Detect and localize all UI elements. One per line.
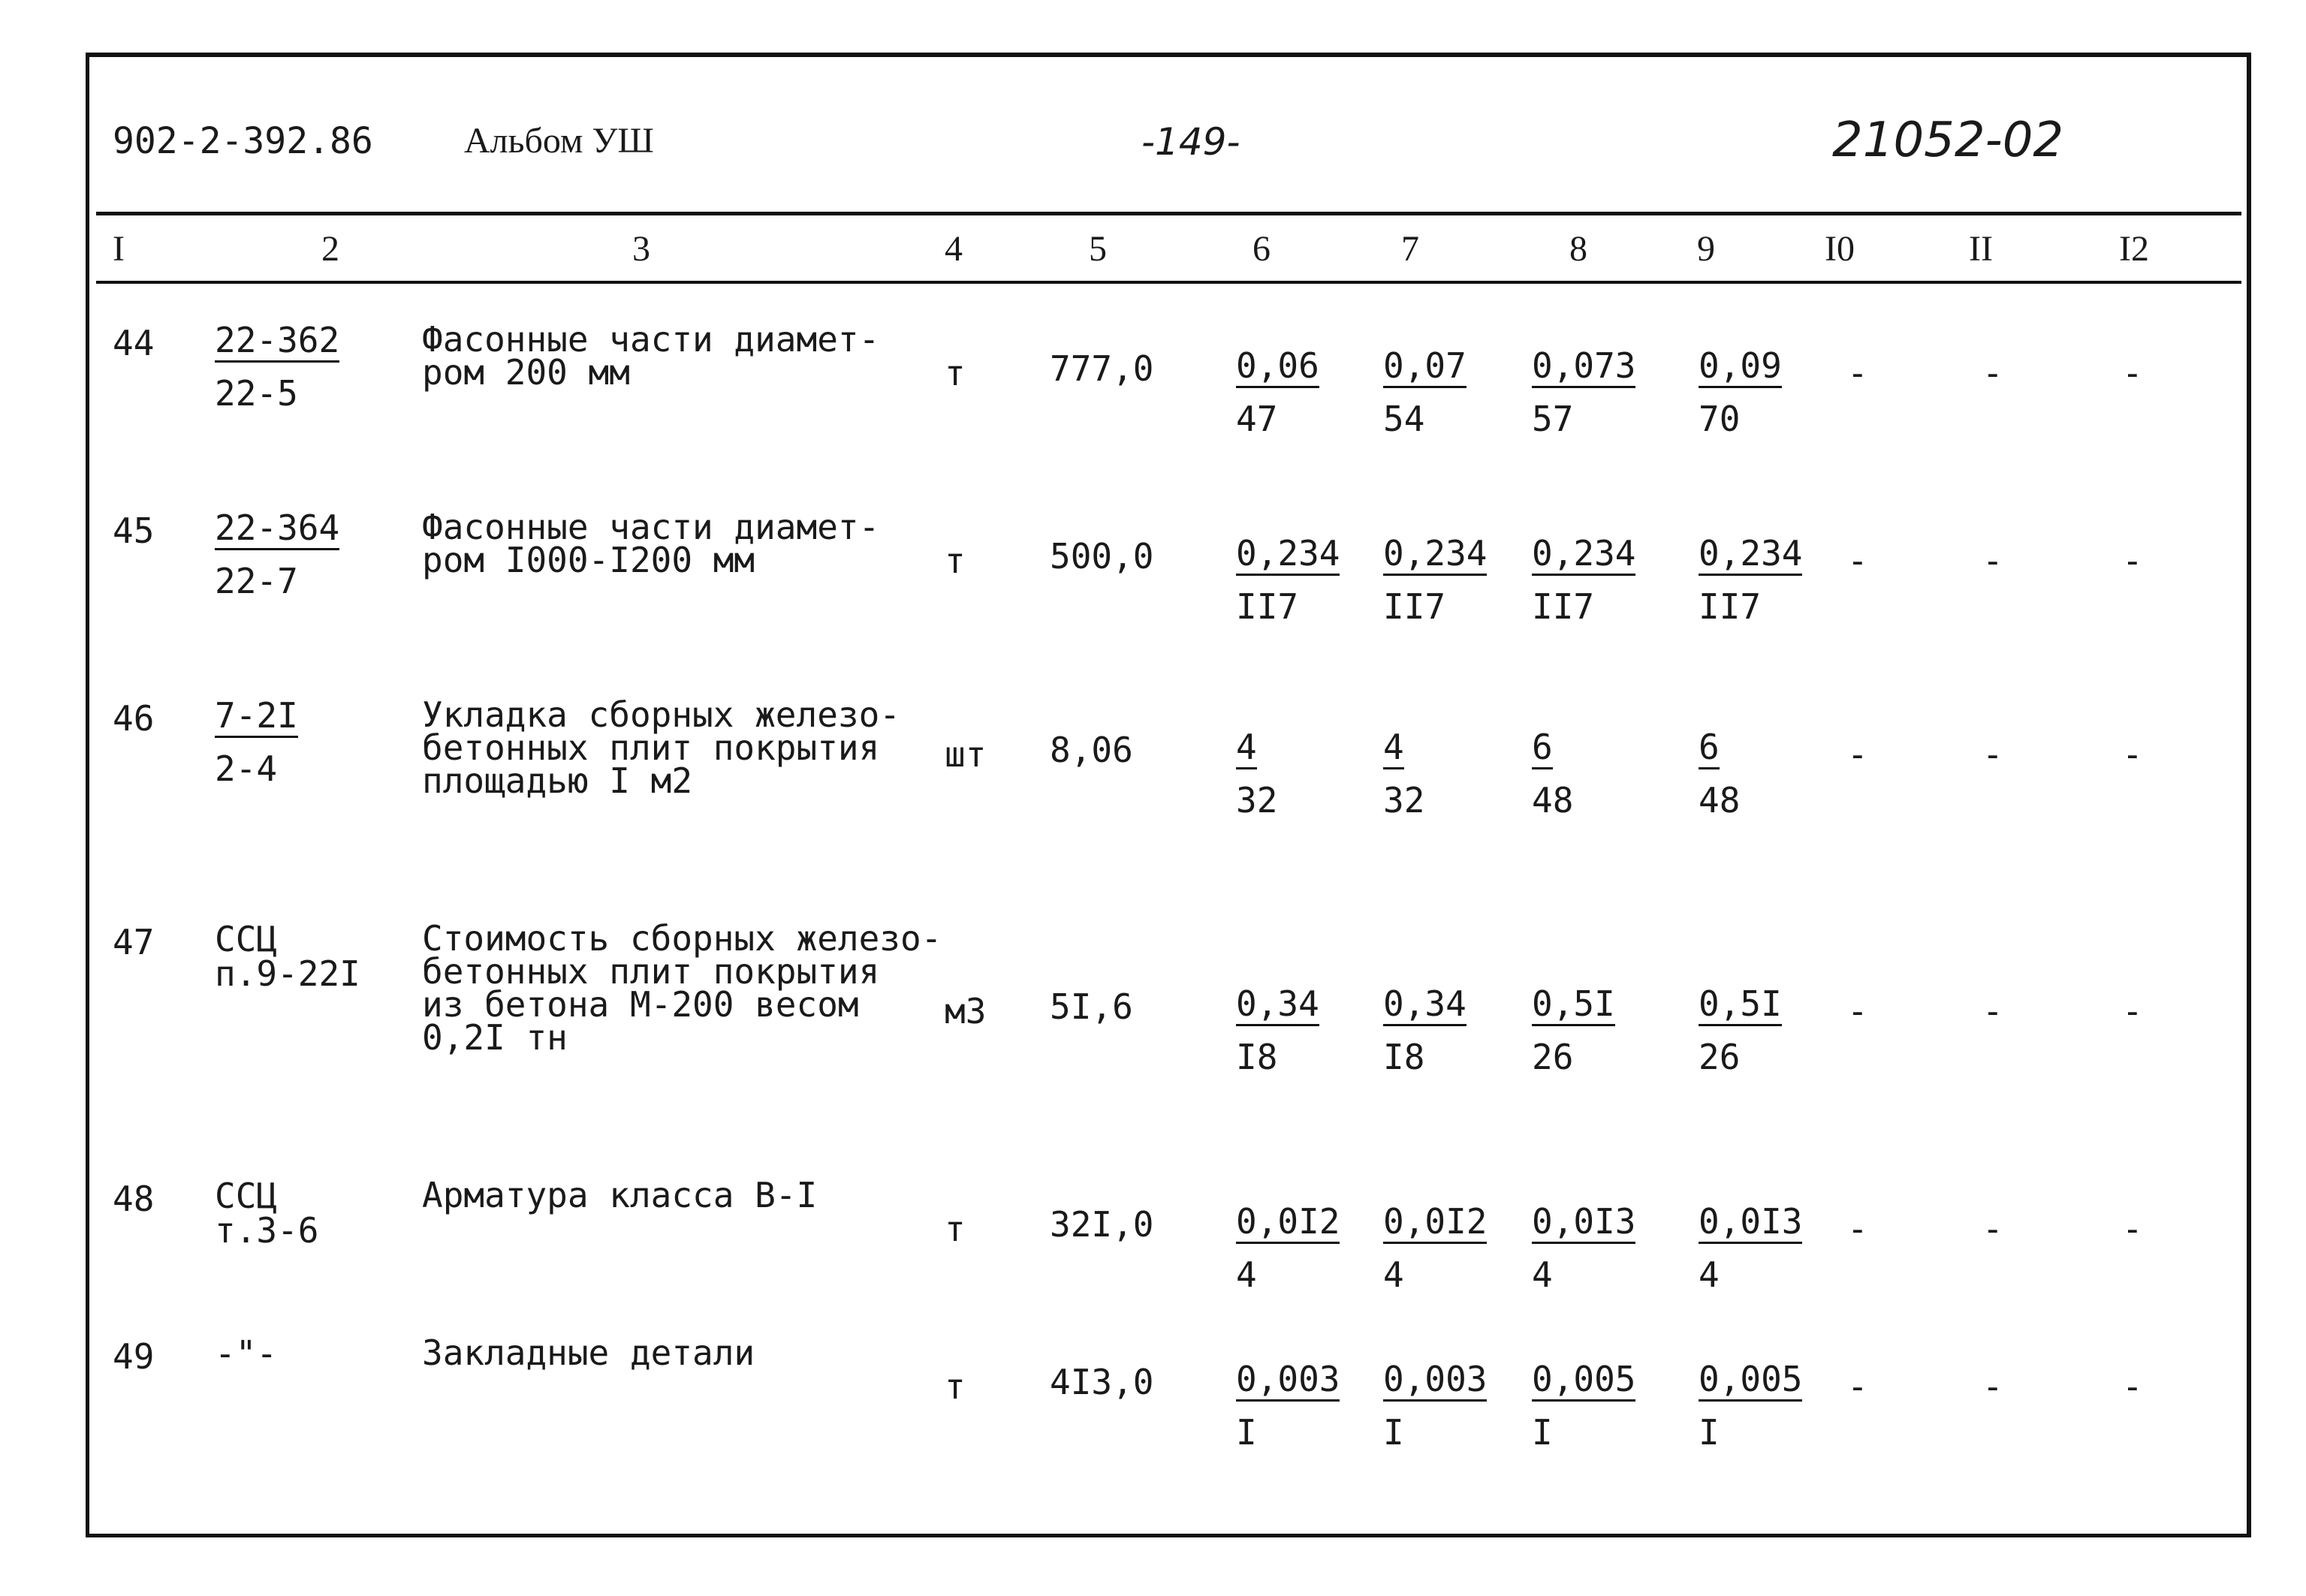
quantity-fraction: [1236, 1201, 1340, 1295]
quantity-numerator: 0,5I: [1532, 986, 1615, 1026]
quantity-numerator: 4: [1236, 730, 1257, 769]
col-header-7: 7: [1401, 229, 1419, 269]
col11-dash: -: [1982, 991, 2003, 1031]
quantity-numerator: 0,0I3: [1699, 1204, 1802, 1244]
unit: т: [945, 1366, 966, 1407]
quantity-numerator: 0,0I3: [1532, 1204, 1635, 1244]
col-header-4: 4: [945, 229, 963, 269]
col10-dash: -: [1847, 1209, 1868, 1249]
norm-code-top: 7-2I: [215, 698, 298, 738]
norm-code: [215, 1176, 319, 1251]
col11-dash: -: [1982, 541, 2003, 581]
quantity-fraction: [1236, 533, 1340, 627]
quantity-denominator: I: [1236, 1412, 1257, 1453]
norm-code: [215, 919, 360, 994]
quantity-denominator: 4: [1532, 1254, 1553, 1295]
quantity-fraction: [1699, 727, 1741, 821]
quantity-denominator: 4: [1383, 1254, 1404, 1295]
quantity-fraction: [1383, 727, 1425, 821]
col-header-6: 6: [1252, 229, 1271, 269]
unit-price: 777,0: [1050, 348, 1154, 389]
quantity-fraction: [1699, 345, 1782, 439]
quantity-fraction: [1236, 345, 1319, 439]
col11-dash: -: [1982, 1209, 2003, 1249]
col-header-10: I0: [1825, 229, 1855, 269]
norm-code-bottom: т.3-6: [215, 1210, 319, 1251]
norm-code-top: 22-362: [215, 323, 339, 363]
quantity-denominator: 48: [1699, 780, 1741, 821]
quantity-fraction: [1383, 1201, 1488, 1295]
sheet-number: 21052-02: [1832, 113, 2064, 168]
work-description-line: бетонных плит покрытия: [422, 951, 880, 992]
quantity-fraction: [1532, 533, 1636, 627]
norm-code-top: ССЦ: [215, 919, 278, 959]
quantity-denominator: 4: [1699, 1254, 1720, 1295]
norm-code-bottom: 22-7: [215, 561, 298, 601]
norm-code-top: 22-364: [215, 510, 339, 550]
header-rule: [96, 212, 2241, 215]
quantity-numerator: 0,34: [1236, 986, 1319, 1026]
quantity-fraction: [1383, 1359, 1488, 1453]
col12-dash: -: [2122, 353, 2143, 393]
quantity-fraction: [1383, 533, 1488, 627]
quantity-numerator: 0,0I2: [1383, 1204, 1487, 1244]
norm-code-bottom: п.9-22I: [215, 953, 360, 994]
unit-price: 8,06: [1050, 730, 1133, 770]
quantity-denominator: I: [1383, 1412, 1404, 1453]
work-description-line: Стоимость сборных железо-: [422, 918, 942, 959]
col12-dash: -: [2122, 734, 2143, 775]
col10-dash: -: [1847, 991, 1868, 1031]
quantity-numerator: 0,005: [1532, 1362, 1635, 1402]
page-frame: [86, 53, 2251, 1537]
quantity-numerator: 0,003: [1236, 1362, 1340, 1402]
document-code: 902-2-392.86: [113, 120, 373, 162]
col11-dash: -: [1982, 734, 2003, 775]
work-description-line: из бетона М-200 весом: [422, 984, 859, 1025]
unit-price: 5I,6: [1050, 986, 1133, 1027]
work-description-line: Арматура класса В-I: [422, 1175, 818, 1215]
col10-dash: -: [1847, 353, 1868, 393]
work-description-line: ром 200 мм: [422, 352, 630, 393]
col12-dash: -: [2122, 541, 2143, 581]
col-header-12: I2: [2119, 229, 2149, 269]
quantity-numerator: 0,073: [1532, 348, 1635, 388]
quantity-denominator: 4: [1236, 1254, 1257, 1295]
quantity-fraction: [1236, 727, 1278, 821]
work-description-line: ром I000-I200 мм: [422, 540, 755, 580]
work-description-line: площадью I м2: [422, 760, 693, 801]
quantity-numerator: 6: [1532, 730, 1553, 769]
row-number: 46: [113, 698, 155, 739]
col12-dash: -: [2122, 1366, 2143, 1407]
quantity-fraction: [1532, 983, 1615, 1077]
quantity-denominator: 32: [1383, 780, 1425, 821]
quantity-denominator: I: [1532, 1412, 1553, 1453]
unit: т: [945, 353, 966, 393]
col10-dash: -: [1847, 1366, 1868, 1407]
quantity-fraction: [1532, 727, 1574, 821]
quantity-numerator: 0,234: [1532, 536, 1635, 576]
quantity-numerator: 0,09: [1699, 348, 1782, 388]
quantity-fraction: [1236, 1359, 1340, 1453]
quantity-numerator: 6: [1699, 730, 1720, 769]
unit: т: [945, 541, 966, 581]
unit: шт: [945, 734, 987, 775]
work-description-line: Фасонные части диамет-: [422, 507, 880, 547]
page-number: -149-: [1141, 120, 1240, 164]
quantity-denominator: 26: [1532, 1037, 1574, 1077]
quantity-denominator: 48: [1532, 780, 1574, 821]
row-number: 47: [113, 922, 155, 962]
col12-dash: -: [2122, 991, 2143, 1031]
unit-price: 4I3,0: [1050, 1362, 1154, 1402]
col12-dash: -: [2122, 1209, 2143, 1249]
quantity-numerator: 0,003: [1383, 1362, 1487, 1402]
norm-code: [215, 320, 340, 414]
row-number: 44: [113, 323, 155, 363]
column-header-rule: [96, 281, 2241, 284]
quantity-denominator: 47: [1236, 399, 1278, 439]
norm-code: [215, 1333, 278, 1374]
quantity-denominator: I8: [1236, 1037, 1278, 1077]
quantity-numerator: 4: [1383, 730, 1404, 769]
row-number: 45: [113, 510, 155, 551]
quantity-numerator: 0,5I: [1699, 986, 1782, 1026]
row-number: 49: [113, 1336, 155, 1377]
work-description-line: Закладные детали: [422, 1333, 755, 1373]
quantity-denominator: 26: [1699, 1037, 1741, 1077]
col-header-11: II: [1969, 229, 1993, 269]
norm-code-bottom: 2-4: [215, 748, 278, 789]
col-header-5: 5: [1089, 229, 1107, 269]
quantity-fraction: [1236, 983, 1319, 1077]
album-label: Альбом УШ: [464, 121, 654, 161]
quantity-denominator: I8: [1383, 1037, 1425, 1077]
work-description-line: 0,2I тн: [422, 1017, 568, 1058]
quantity-denominator: II7: [1699, 586, 1762, 627]
quantity-numerator: 0,234: [1699, 536, 1802, 576]
norm-code-top: -"-: [215, 1333, 278, 1374]
quantity-denominator: II7: [1236, 586, 1299, 627]
quantity-fraction: [1699, 1201, 1803, 1295]
norm-code: [215, 507, 340, 601]
norm-code-top: ССЦ: [215, 1176, 278, 1216]
col-header-2: 2: [321, 229, 339, 269]
unit: т: [945, 1209, 966, 1249]
quantity-fraction: [1699, 533, 1803, 627]
quantity-denominator: 70: [1699, 399, 1741, 439]
quantity-fraction: [1532, 1201, 1636, 1295]
quantity-fraction: [1532, 1359, 1636, 1453]
quantity-fraction: [1383, 345, 1466, 439]
quantity-numerator: 0,234: [1383, 536, 1487, 576]
work-description-line: Фасонные части диамет-: [422, 319, 880, 360]
quantity-numerator: 0,06: [1236, 348, 1319, 388]
quantity-numerator: 0,234: [1236, 536, 1340, 576]
work-description-line: бетонных плит покрытия: [422, 727, 880, 768]
unit-price: 500,0: [1050, 536, 1154, 577]
quantity-numerator: 0,34: [1383, 986, 1466, 1026]
col-header-1: I: [113, 229, 125, 269]
col11-dash: -: [1982, 1366, 2003, 1407]
col-header-3: 3: [632, 229, 650, 269]
quantity-numerator: 0,005: [1699, 1362, 1802, 1402]
unit: м3: [945, 991, 987, 1031]
norm-code-bottom: 22-5: [215, 373, 298, 414]
col10-dash: -: [1847, 541, 1868, 581]
col11-dash: -: [1982, 353, 2003, 393]
quantity-denominator: 57: [1532, 399, 1574, 439]
row-number: 48: [113, 1179, 155, 1219]
work-description-line: Укладка сборных железо-: [422, 694, 900, 735]
quantity-denominator: II7: [1532, 586, 1595, 627]
quantity-numerator: 0,07: [1383, 348, 1466, 388]
quantity-fraction: [1532, 345, 1636, 439]
quantity-fraction: [1699, 1359, 1803, 1453]
norm-code: [215, 695, 298, 789]
col-header-9: 9: [1697, 229, 1715, 269]
col10-dash: -: [1847, 734, 1868, 775]
quantity-numerator: 0,0I2: [1236, 1204, 1340, 1244]
quantity-denominator: II7: [1383, 586, 1446, 627]
quantity-denominator: 32: [1236, 780, 1278, 821]
quantity-fraction: [1699, 983, 1782, 1077]
col-header-8: 8: [1569, 229, 1587, 269]
quantity-denominator: I: [1699, 1412, 1720, 1453]
unit-price: 32I,0: [1050, 1204, 1154, 1245]
quantity-denominator: 54: [1383, 399, 1425, 439]
quantity-fraction: [1383, 983, 1466, 1077]
